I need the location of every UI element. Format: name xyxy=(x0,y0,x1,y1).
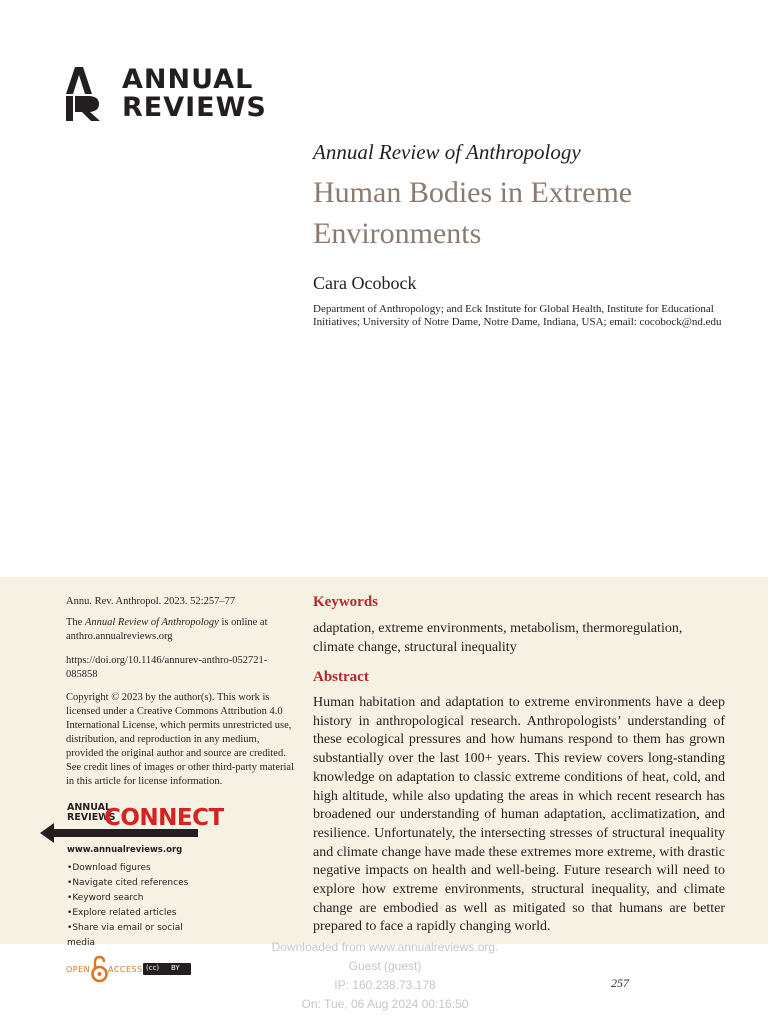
cc-label: (cc) xyxy=(146,964,160,972)
author-affiliation: Department of Anthropology; and Eck Institute for Global Health, Institute for Educational Initiatives; University of Notre Dame, Notre Dame, Indiana, USA; email: cocobock@nd.edu xyxy=(313,303,722,328)
open-label: OPEN xyxy=(66,965,91,974)
citation-line: Annu. Rev. Anthropol. 2023. 52:257–77 xyxy=(66,596,236,607)
online-journal: Annual Review of Anthropology xyxy=(84,617,219,628)
access-label: ACCESS xyxy=(108,965,143,974)
logo-word-annual: ANNUAL xyxy=(122,64,254,95)
page-number: 257 xyxy=(611,976,629,990)
online-notice xyxy=(66,616,296,644)
annual-reviews-logo xyxy=(66,66,266,122)
cc-by-license-icon xyxy=(143,963,191,975)
keywords-heading: Keywords xyxy=(313,594,378,610)
abstract-text: Human habitation and adaptation to extreme environments have a deep history in anthropological research. Anthropologists’ understanding of these ecological pressures and how humans respond to them has grown substantially over the last 100+ years. This review covers long-standing knowledge on adaptation to classic extreme conditions of heat, cold, and high altitude, while also updating the areas in which recent research has broadened our understanding of human adaptation, acclimatization, and resilience. Unfortunately, the intersecting stresses of structural inequality and climate change have made these extremes more extreme, with drastic negative impacts on health and well-being. Future research will need to explore how extreme environments, structural inequality, and climate change are embodied as well as mitigated so that humans are better prepared to face a rapidly changing world. xyxy=(313,695,725,935)
connect-feature-item: • Keyword search xyxy=(67,891,205,906)
connect-feature-item: • Share via email or social media xyxy=(67,921,205,951)
online-prefix: The xyxy=(66,617,85,628)
watermark-line: Downloaded from www.annualreviews.org. xyxy=(271,940,499,954)
connect-brand-big: CONNECT xyxy=(104,805,224,831)
open-lock-icon xyxy=(91,955,108,983)
connect-feature-item: • Navigate cited references xyxy=(67,876,205,891)
annual-reviews-connect[interactable] xyxy=(40,795,224,948)
connect-feature-list xyxy=(67,861,205,951)
online-suffix: is online at anthro.annualreviews.org xyxy=(66,617,268,642)
copyright-notice: Copyright © 2023 by the author(s). This work is licensed under a Creative Commons Attribution 4.0 International License, which permits unrestricted use, distribution, and reproduction in any medium, provided the original author and source are credited. See credit lines of images or other third-party material in this article for license information. xyxy=(66,692,295,787)
arrow-left-icon xyxy=(40,823,200,843)
ar-logo-mark-icon xyxy=(66,67,100,121)
author-name: Cara Ocobock xyxy=(313,273,417,293)
open-access-badge xyxy=(66,955,196,985)
journal-name: Annual Review of Anthropology xyxy=(313,140,581,164)
watermark-line: Guest (guest) xyxy=(348,959,422,973)
connect-brand-reviews: REVIEWS xyxy=(67,812,116,823)
article-title: Human Bodies in Extreme Environments xyxy=(313,176,633,250)
doi-link[interactable]: https://doi.org/10.1146/annurev-anthro-052721-085858 xyxy=(66,655,268,680)
watermark-line: On: Tue, 06 Aug 2024 00:16:50 xyxy=(301,997,469,1011)
connect-url[interactable]: www.annualreviews.org xyxy=(67,845,183,855)
logo-word-reviews: REVIEWS xyxy=(122,92,267,123)
by-label: BY xyxy=(171,964,180,972)
connect-feature-item: • Download figures xyxy=(67,861,205,876)
keywords-list: adaptation, extreme environments, metabolism, thermoregulation, climate change, structural inequality xyxy=(313,621,683,655)
connect-brand-annual: ANNUAL xyxy=(67,802,112,813)
watermark-line: IP: 160.238.73.178 xyxy=(334,978,436,992)
abstract-heading: Abstract xyxy=(313,669,369,685)
download-watermark xyxy=(230,938,540,1014)
connect-feature-item: • Explore related articles xyxy=(67,906,205,921)
